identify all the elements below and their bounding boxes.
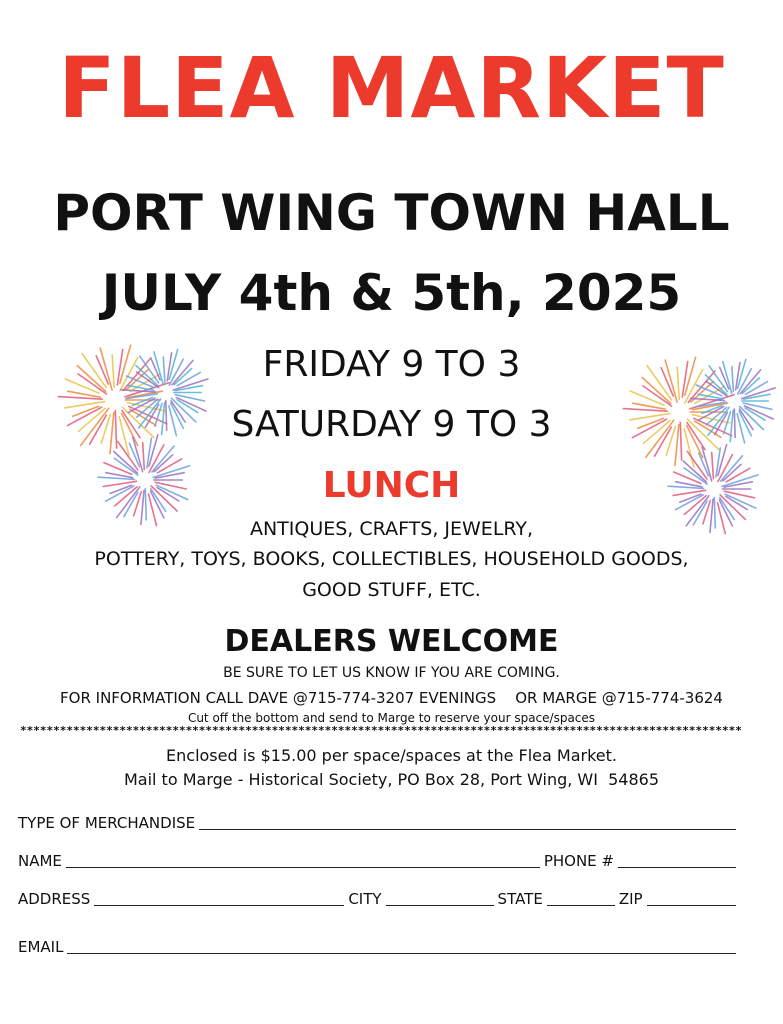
phone-field[interactable] xyxy=(618,849,736,868)
firework-ray xyxy=(677,367,679,400)
address-field[interactable] xyxy=(94,887,344,906)
lunch-label: LUNCH xyxy=(322,465,461,506)
firework-ray xyxy=(724,412,731,434)
merchandise-label: TYPE OF MERCHANDISE xyxy=(18,814,196,832)
venue-heading: PORT WING TOWN HALL xyxy=(53,184,730,242)
firework-ray xyxy=(172,360,193,385)
merchandise-field[interactable] xyxy=(199,811,736,830)
dealers-welcome: DEALERS WELCOME xyxy=(224,624,559,659)
firework-ray xyxy=(721,456,743,481)
firework-ray xyxy=(734,409,735,438)
firework-ray xyxy=(744,403,772,409)
address-label: ADDRESS xyxy=(18,890,91,908)
firework-ray xyxy=(175,395,204,401)
flyer-title: FLEA MARKET xyxy=(58,39,725,137)
address-row xyxy=(18,884,740,910)
firework-ray xyxy=(155,404,162,427)
cutoff-note: Cut off the bottom and send to Marge to reserve your space/spaces xyxy=(187,711,596,725)
firework-ray xyxy=(732,367,734,392)
name-label: NAME xyxy=(18,852,62,870)
be-sure-note: BE SURE TO LET US KNOW IF YOU ARE COMING. xyxy=(223,665,560,681)
firework-ray xyxy=(730,411,733,442)
items-line-2: POTTERY, TOYS, BOOKS, COLLECTIBLES, HOUSEHOLD GOODS, xyxy=(94,548,689,570)
saturday-hours: SATURDAY 9 TO 3 xyxy=(231,404,552,445)
firework-ray xyxy=(152,446,174,472)
firework-ray xyxy=(143,443,145,470)
firework-ray xyxy=(740,370,760,394)
city-label: CITY xyxy=(348,890,382,908)
enclosed-fee: Enclosed is $15.00 per space/spaces at the Flea Market. xyxy=(166,746,617,765)
mail-address: Mail to Marge - Historical Society, PO Box 28, Port Wing, WI 54865 xyxy=(123,770,660,789)
zip-field[interactable] xyxy=(647,887,736,906)
firework-ray xyxy=(134,492,142,516)
firework-ray xyxy=(724,491,754,498)
email-field[interactable] xyxy=(67,935,736,954)
fireworks-icon xyxy=(688,355,780,447)
firework-ray xyxy=(163,357,165,382)
zip-label: ZIP xyxy=(618,890,643,908)
event-dates: JULY 4th & 5th, 2025 xyxy=(101,264,682,322)
email-label: EMAIL xyxy=(18,938,64,956)
friday-hours: FRIDAY 9 TO 3 xyxy=(262,344,521,385)
phone-label: PHONE # xyxy=(543,852,614,870)
city-field[interactable] xyxy=(386,887,494,906)
fireworks-icon xyxy=(118,345,213,440)
items-line-1: ANTIQUES, CRAFTS, JEWELRY, xyxy=(249,518,534,540)
name-field[interactable] xyxy=(66,849,540,868)
firework-ray xyxy=(737,414,744,443)
email-row xyxy=(18,932,740,958)
name-row xyxy=(18,846,740,872)
state-field[interactable] xyxy=(547,887,615,906)
firework-ray xyxy=(166,401,167,431)
state-label: STATE xyxy=(497,890,543,908)
firework-ray xyxy=(712,452,714,478)
items-line-3: GOOD STUFF, ETC. xyxy=(302,579,481,601)
contact-info: FOR INFORMATION CALL DAVE @715-774-3207 EVENINGS OR MARGE @715-774-3624 xyxy=(60,689,723,707)
cut-line: ************************************************************************************************************* xyxy=(20,724,742,737)
firework-ray xyxy=(112,355,114,388)
merchandise-row xyxy=(18,808,740,834)
firework-ray xyxy=(155,482,186,489)
